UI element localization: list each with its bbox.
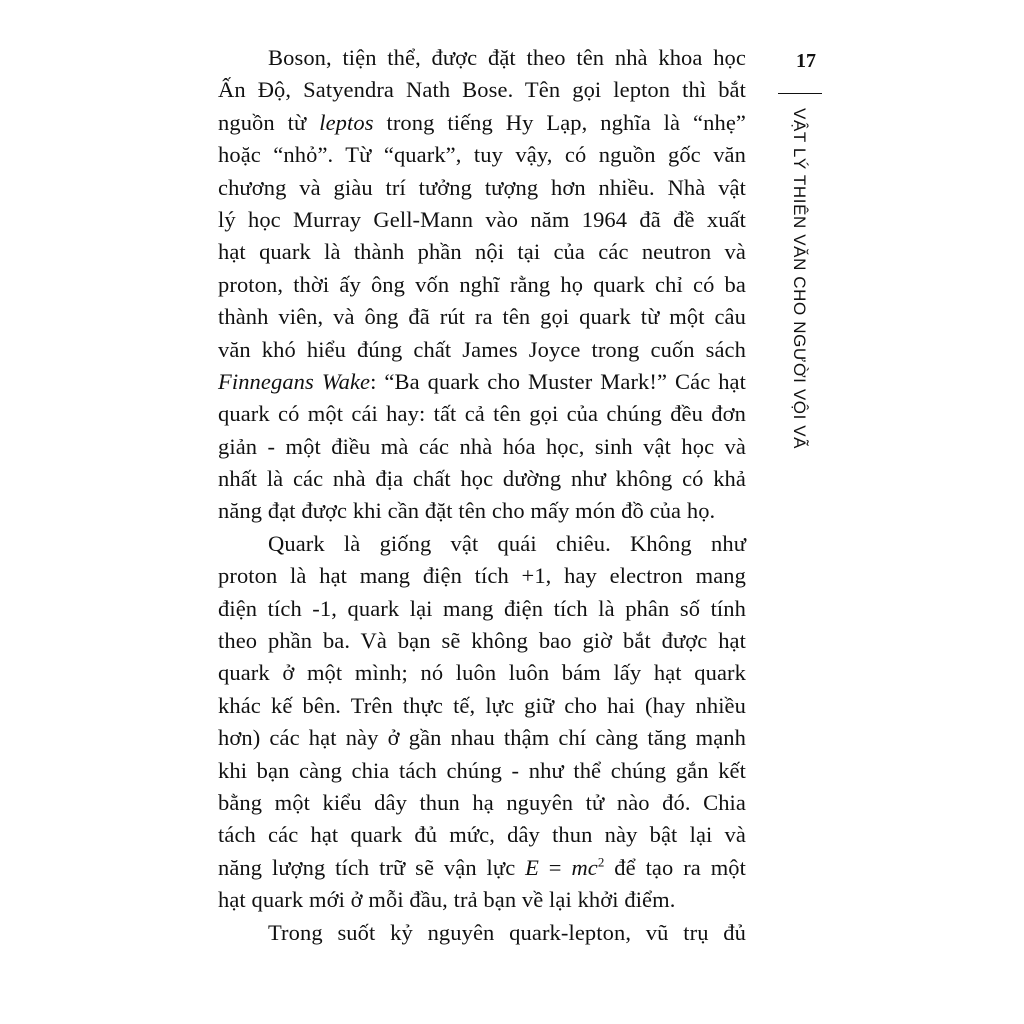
text-line: điện tích -1, quark lại mang điện tích là phân số tính: [218, 595, 746, 621]
text-line: hơn) các hạt này ở gần nhau thậm chí càng tăng mạnh: [218, 725, 746, 751]
text-run: năng lượng tích trữ sẽ vận lực: [218, 854, 526, 880]
formula-energy: E: [525, 854, 539, 880]
text-line: quark có một cái hay: tất cả tên gọi của chúng đều đơn: [218, 401, 746, 427]
text-line: [218, 852, 746, 884]
text-line: proton là hạt mang điện tích +1, hay electron mang: [218, 563, 746, 589]
text-run: để tạo ra một: [604, 854, 746, 880]
text-run: =: [538, 854, 572, 880]
body-text: [218, 42, 746, 949]
text-line: bằng một kiểu dây thun hạ nguyên tử nào đó. Chia: [218, 789, 746, 815]
text-line: [218, 366, 746, 398]
text-line: tách các hạt quark đủ mức, dây thun này bật lại và: [218, 822, 746, 848]
text-run: nguồn từ: [218, 109, 320, 135]
text-line: proton, thời ấy ông vốn nghĩ rằng họ quark chỉ có ba: [218, 271, 746, 297]
page-number: 17: [796, 50, 816, 72]
italic-term-leptos: leptos: [319, 109, 374, 135]
formula-exponent: 2: [597, 854, 605, 870]
text-line: nhất là các nhà địa chất học dường như không có khả: [218, 466, 746, 492]
text-line: năng đạt được khi cần đặt tên cho mấy món đồ của họ.: [218, 498, 716, 524]
text-run: trong tiếng Hy Lạp, nghĩa là “nhẹ”: [373, 109, 746, 135]
text-line: Boson, tiện thể, được đặt theo tên nhà khoa học: [268, 45, 746, 70]
text-line: khi bạn càng chia tách chúng - như thể chúng gắn kết: [218, 757, 746, 783]
text-line: quark ở một mình; nó luôn luôn bám lấy hạt quark: [218, 660, 746, 686]
text-line: hoặc “nhỏ”. Từ “quark”, tuy vậy, có nguồn gốc văn: [218, 142, 746, 168]
text-run: : “Ba quark cho Muster Mark!” Các hạt: [370, 368, 746, 394]
text-line: hạt quark là thành phần nội tại của các neutron và: [218, 239, 746, 265]
text-line: theo phần ba. Và bạn sẽ không bao giờ bắt được hạt: [218, 628, 746, 654]
text-line: khác kế bên. Trên thực tế, lực giữ cho hai (hay nhiều: [218, 692, 746, 718]
header-rule: [778, 93, 822, 94]
text-line: [218, 107, 746, 139]
text-line: giản - một điều mà các nhà hóa học, sinh vật học và: [218, 433, 746, 459]
text-line: Ấn Độ, Satyendra Nath Bose. Tên gọi lepton thì bắt: [218, 77, 746, 103]
formula-mass: mc: [571, 854, 598, 880]
text-line: thành viên, và ông đã rút ra tên gọi quark từ một câu: [218, 304, 746, 330]
text-line: chương và giàu trí tưởng tượng hơn nhiều. Nhà vật: [218, 174, 746, 200]
italic-book-title: Finnegans Wake: [218, 368, 371, 394]
text-line: hạt quark mới ở mỗi đầu, trả bạn về lại khởi điểm.: [218, 887, 676, 913]
text-line: văn khó hiểu đúng chất James Joyce trong cuốn sách: [218, 336, 746, 362]
running-head: VẬT LÝ THIÊN VĂN CHO NGƯỜI VỘI VÃ: [790, 108, 809, 450]
text-line: lý học Murray Gell-Mann vào năm 1964 đã đề xuất: [218, 206, 746, 232]
text-line: Quark là giống vật quái chiêu. Không như: [268, 530, 746, 556]
text-line: Trong suốt kỷ nguyên quark-lepton, vũ trụ đủ: [268, 919, 746, 945]
